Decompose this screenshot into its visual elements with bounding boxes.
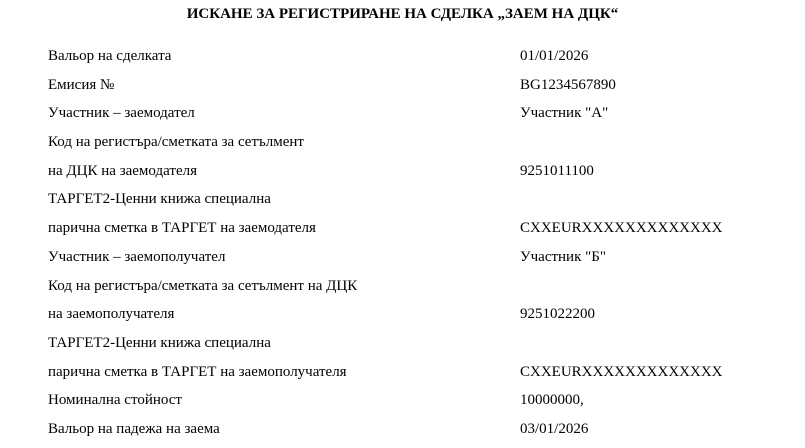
row-label: Номинална стойност [48, 392, 182, 409]
row-label: парична сметка в ТАРГЕТ на заемополучателя [48, 363, 347, 380]
row-label: Участник – заемодател [48, 105, 195, 122]
row-lender-account-line2 [0, 161, 805, 190]
row-value: Участник "А" [520, 105, 609, 122]
form-rows [0, 46, 805, 448]
row-label: Вальор на падежа на заема [48, 420, 220, 437]
row-value: CXXEURXXXXXXXXXXXXX [520, 363, 723, 380]
row-label: парична сметка в ТАРГЕТ на заемодателя [48, 220, 316, 237]
row-label: Код на регистъра/сметката за сетълмент [48, 134, 304, 151]
row-value: 9251022200 [520, 306, 595, 323]
row-trade-value-date [0, 46, 805, 75]
row-lender [0, 103, 805, 132]
row-label: Емисия № [48, 76, 115, 93]
row-borrower-account-line1 [0, 276, 805, 305]
row-label: Участник – заемополучател [48, 248, 226, 265]
row-value: 01/01/2026 [520, 48, 589, 64]
row-lender-cash-account-line1 [0, 189, 805, 218]
row-value: Участник "Б" [520, 248, 606, 265]
row-lender-cash-account-line2 [0, 218, 805, 247]
row-label: на заемополучателя [48, 306, 175, 323]
row-value: BG1234567890 [520, 76, 616, 93]
row-label: ТАРГЕТ2-Ценни книжа специална [48, 334, 271, 351]
row-issue-number [0, 75, 805, 104]
row-label: Вальор на сделката [48, 48, 172, 64]
row-value: CXXEURXXXXXXXXXXXXX [520, 220, 723, 237]
row-value: 03/01/2026 [520, 420, 589, 437]
row-lender-account-line1 [0, 132, 805, 161]
row-borrower-cash-account-line1 [0, 333, 805, 362]
row-borrower-cash-account-line2 [0, 362, 805, 391]
row-value: 9251011100 [520, 162, 594, 179]
row-nominal-value [0, 390, 805, 419]
row-borrower [0, 247, 805, 276]
row-borrower-account-line2 [0, 304, 805, 333]
row-label: на ДЦК на заемодателя [48, 162, 197, 179]
row-maturity-value-date [0, 419, 805, 448]
row-value: 10000000, [520, 392, 584, 409]
document-title: ИСКАНЕ ЗА РЕГИСТРИРАНЕ НА СДЕЛКА „ЗАЕМ НА ДЦК“ [186, 6, 619, 22]
row-label: Код на регистъра/сметката за сетълмент на ДЦК [48, 277, 358, 294]
row-label: ТАРГЕТ2-Ценни книжа специална [48, 191, 271, 208]
